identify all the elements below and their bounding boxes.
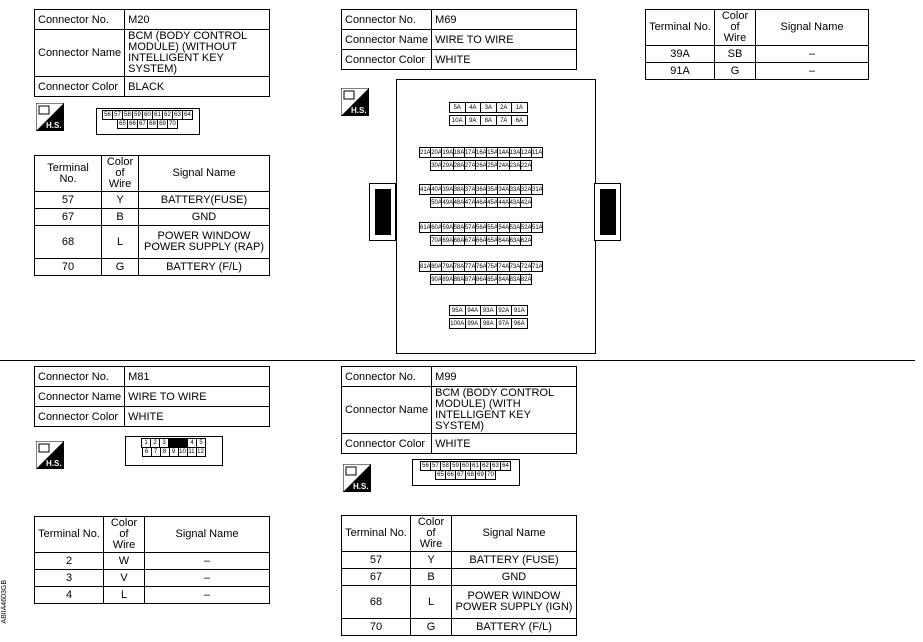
cavity: 60A: [430, 222, 442, 233]
cavity: 34A: [497, 184, 509, 195]
cavity: 28A: [453, 160, 465, 171]
table-row: 3 V –: [35, 570, 270, 587]
cavity: 84A: [497, 274, 509, 285]
cavity: 41A: [419, 184, 431, 195]
svg-text:H.S.: H.S.: [351, 106, 367, 115]
cavity: 96A: [511, 318, 528, 329]
table-row: 4 L –: [35, 587, 270, 604]
pin: 63: [172, 110, 183, 120]
cavity: 36A: [475, 184, 487, 195]
m81-connector-face: [125, 436, 223, 466]
cavity: 100A: [449, 318, 466, 329]
m69-lock-left: [369, 183, 396, 241]
cavity: 64A: [497, 235, 509, 246]
cavity: 19A: [441, 147, 453, 158]
pin: 69: [475, 470, 486, 480]
svg-text:H.S.: H.S.: [46, 121, 62, 130]
cavity: 39A: [441, 184, 453, 195]
pin: 8: [160, 447, 170, 457]
cavity: 12A: [520, 147, 532, 158]
cavity: 25A: [486, 160, 498, 171]
cavity: 20A: [430, 147, 442, 158]
pin: 60: [460, 461, 471, 471]
cavity: 80A: [430, 261, 442, 272]
cavity: 73A: [509, 261, 521, 272]
m20-connector-color: BLACK: [125, 77, 270, 97]
cavity: 46A: [475, 197, 487, 208]
pin: 11: [188, 449, 195, 455]
cavity: 67A: [464, 235, 476, 246]
cavity: 86A: [475, 274, 487, 285]
cavity: 59A: [441, 222, 453, 233]
m99-connector-face: [412, 459, 520, 486]
cavity: 49A: [441, 197, 453, 208]
m20-info-table: Connector No. M20 Connector Name BCM (BODY CONTROL MODULE) (WITHOUT INTELLIGENT KEY SYSTEM) Connector Color BLACK: [34, 9, 270, 97]
m81-connector-no: M81: [125, 367, 270, 387]
cavity: 51A: [531, 222, 543, 233]
cavity: 90A: [430, 274, 442, 285]
cavity: 70A: [430, 235, 442, 246]
pin: 66: [127, 119, 138, 129]
pin: 61: [152, 110, 163, 120]
pin: 6: [142, 447, 152, 457]
pin: 10: [179, 449, 186, 455]
cavity: 7A: [496, 115, 513, 126]
cavity: 30A: [430, 160, 442, 171]
pin: 64: [182, 110, 193, 120]
pin: 57: [112, 110, 123, 120]
cavity: 93A: [480, 305, 497, 316]
cavity: 99A: [465, 318, 482, 329]
cavity: 63A: [509, 235, 521, 246]
hs-icon: [36, 103, 64, 131]
svg-text:H.S.: H.S.: [46, 459, 62, 468]
cavity: 29A: [441, 160, 453, 171]
pin: 70: [167, 119, 178, 129]
pin-row: [97, 120, 199, 129]
hs-icon: [341, 88, 369, 116]
m99-connector-no: M99: [432, 367, 577, 387]
pin: 7: [151, 447, 161, 457]
cavity: 23A: [509, 160, 521, 171]
pin: 70: [485, 470, 496, 480]
cavity: 44A: [497, 197, 509, 208]
cavity: 52A: [520, 222, 532, 233]
cavity: 54A: [497, 222, 509, 233]
cavity: 45A: [486, 197, 498, 208]
cavity: 97A: [496, 318, 513, 329]
cavity: 53A: [509, 222, 521, 233]
cavity: 18A: [453, 147, 465, 158]
document-id: ABIIA4603GB: [1, 580, 8, 624]
cavity: 79A: [441, 261, 453, 272]
m99-connector-color: WHITE: [432, 434, 577, 454]
cavity: 17A: [464, 147, 476, 158]
cavity: 21A: [419, 147, 431, 158]
cavity: 75A: [486, 261, 498, 272]
cavity: 13A: [509, 147, 521, 158]
cavity: 88A: [453, 274, 465, 285]
cavity: 68A: [453, 235, 465, 246]
cavity: 38A: [453, 184, 465, 195]
table-row: 39A SB –: [646, 46, 869, 63]
cavity: 71A: [531, 261, 543, 272]
pin: 58: [440, 461, 451, 471]
cavity: 37A: [464, 184, 476, 195]
cavity: 1A: [511, 102, 528, 113]
pin: 62: [162, 110, 173, 120]
pin: 65: [117, 119, 128, 129]
m69-info-table: Connector No. M69 Connector Name WIRE TO WIRE Connector Color WHITE: [341, 9, 577, 70]
pin: 66: [445, 470, 456, 480]
m20-connector-no: M20: [125, 10, 270, 30]
cavity: 33A: [509, 184, 521, 195]
pin: 61: [470, 461, 481, 471]
pin: 2: [150, 438, 160, 448]
m69-connector-color: WHITE: [432, 50, 577, 70]
m20-connector-name: BCM (BODY CONTROL MODULE) (WITHOUT INTELLIGENT KEY SYSTEM): [125, 30, 270, 77]
cavity: 94A: [465, 305, 482, 316]
pin: 65: [435, 470, 446, 480]
cavity: 22A: [520, 160, 532, 171]
cavity: 16A: [475, 147, 487, 158]
section-divider: [0, 360, 915, 361]
table-row: 2 W –: [35, 553, 270, 570]
cavity: 82A: [520, 274, 532, 285]
cavity: 87A: [464, 274, 476, 285]
cavity: 6A: [511, 115, 528, 126]
cavity: 4A: [465, 102, 482, 113]
pin-row: [413, 471, 519, 480]
pin: 56: [420, 461, 431, 471]
cavity: 91A: [511, 305, 528, 316]
table-row: 70 G BATTERY (F/L): [35, 259, 270, 276]
pin: 5: [196, 438, 206, 448]
hs-icon: [343, 464, 371, 492]
cavity: 5A: [449, 102, 466, 113]
cavity: 31A: [531, 184, 543, 195]
m99-terminal-table: Terminal No. Color of Wire Signal Name 57 Y BATTERY (FUSE) 67 B GND 68 L POWER WINDOW POWER SUPPLY (IGN) 70 G BATTERY (F/L): [341, 515, 577, 636]
cavity: 92A: [496, 305, 513, 316]
cavity: 83A: [509, 274, 521, 285]
pin: 12: [197, 449, 204, 455]
m99-info-table: Connector No. M99 Connector Name BCM (BODY CONTROL MODULE) (WITH INTELLIGENT KEY SYSTEM) Connector Color WHITE: [341, 366, 577, 454]
cavity: 66A: [475, 235, 487, 246]
m20-terminal-table: Terminal No. Color of Wire Signal Name 57 Y BATTERY(FUSE) 67 B GND 68 L POWER WINDOW POWER SUPPLY (RAP) 70 G BATTERY (F/L): [34, 155, 270, 276]
cavity: 56A: [475, 222, 487, 233]
svg-text:H.S.: H.S.: [353, 482, 369, 491]
table-row: 57 Y BATTERY(FUSE): [35, 192, 270, 209]
pin: 56: [102, 110, 113, 120]
pin: 64: [500, 461, 511, 471]
m20-connector-face: [96, 108, 200, 135]
cavity: 32A: [520, 184, 532, 195]
table-row: 67 B GND: [342, 569, 577, 586]
cavity: 42A: [520, 197, 532, 208]
pin: 68: [465, 470, 476, 480]
cavity: 2A: [496, 102, 513, 113]
m99-connector-name: BCM (BODY CONTROL MODULE) (WITH INTELLIGENT KEY SYSTEM): [432, 387, 577, 434]
cavity: 72A: [520, 261, 532, 272]
cavity: 74A: [497, 261, 509, 272]
table-row: 67 B GND: [35, 209, 270, 226]
table-row: 68 L POWER WINDOW POWER SUPPLY (IGN): [342, 586, 577, 619]
pin: 67: [137, 119, 148, 129]
m69-connector-face: [369, 79, 621, 354]
cavity: 85A: [486, 274, 498, 285]
cavity: 50A: [430, 197, 442, 208]
m81-connector-name: WIRE TO WIRE: [125, 387, 270, 407]
cavity: 77A: [464, 261, 476, 272]
pin: 69: [157, 119, 168, 129]
pin: 62: [480, 461, 491, 471]
cavity: 43A: [509, 197, 521, 208]
pin: 67: [455, 470, 466, 480]
cavity: 15A: [486, 147, 498, 158]
cavity: 89A: [441, 274, 453, 285]
m69-connector-no: M69: [432, 10, 577, 30]
pin: 59: [450, 461, 461, 471]
cavity: 57A: [464, 222, 476, 233]
table-row: 91A G –: [646, 63, 869, 80]
pin: 9: [169, 447, 179, 457]
m81-info-table: Connector No. M81 Connector Name WIRE TO WIRE Connector Color WHITE: [34, 366, 270, 427]
pin: 60: [142, 110, 153, 120]
cavity: 98A: [480, 318, 497, 329]
cavity: 95A: [449, 305, 466, 316]
cavity: 76A: [475, 261, 487, 272]
pin: 58: [122, 110, 133, 120]
pin: 59: [132, 110, 143, 120]
table-row: 68 L POWER WINDOW POWER SUPPLY (RAP): [35, 226, 270, 259]
pin: 63: [490, 461, 501, 471]
cavity: 9A: [465, 115, 482, 126]
m81-connector-color: WHITE: [125, 407, 270, 427]
m69-lock-right: [594, 183, 621, 241]
cavity: 8A: [480, 115, 497, 126]
cavity: 3A: [480, 102, 497, 113]
cavity: 14A: [497, 147, 509, 158]
cavity: 26A: [475, 160, 487, 171]
m69-terminal-table: Terminal No. Color of Wire Signal Name 39A SB – 91A G –: [645, 9, 869, 80]
m69-connector-name: WIRE TO WIRE: [432, 30, 577, 50]
cavity: 11A: [531, 147, 543, 158]
cavity: 10A: [449, 115, 466, 126]
pin: 57: [430, 461, 441, 471]
cavity: 40A: [430, 184, 442, 195]
pin: 1: [141, 438, 151, 448]
cavity: 61A: [419, 222, 431, 233]
pin: 68: [147, 119, 158, 129]
cavity: 27A: [464, 160, 476, 171]
cavity: 69A: [441, 235, 453, 246]
pin: 4: [187, 438, 197, 448]
pin: 3: [159, 438, 169, 448]
cavity: 62A: [520, 235, 532, 246]
cavity: 47A: [464, 197, 476, 208]
hs-icon: [36, 441, 64, 469]
cavity: 81A: [419, 261, 431, 272]
cavity: 58A: [453, 222, 465, 233]
m81-terminal-table: Terminal No. Color of Wire Signal Name 2 W – 3 V – 4 L –: [34, 516, 270, 604]
cavity: 48A: [453, 197, 465, 208]
table-row: 57 Y BATTERY (FUSE): [342, 552, 577, 569]
cavity: 55A: [486, 222, 498, 233]
table-row: 70 G BATTERY (F/L): [342, 619, 577, 636]
cavity: 24A: [497, 160, 509, 171]
cavity: 78A: [453, 261, 465, 272]
cavity: 65A: [486, 235, 498, 246]
pin-row: [126, 448, 222, 457]
cavity: 35A: [486, 184, 498, 195]
